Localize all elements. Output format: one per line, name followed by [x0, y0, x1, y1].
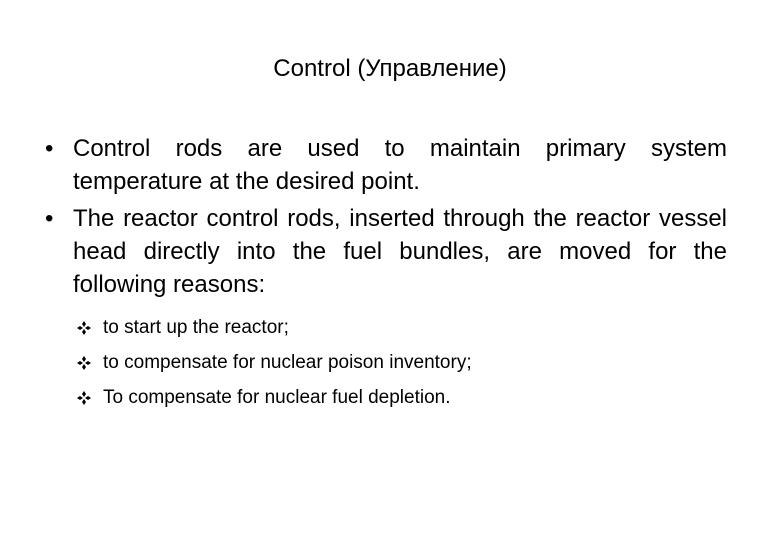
bullet-text: The reactor control rods, inserted through the reactor vessel head directly into the fuel bundles, are moved for the following reasons: — [73, 205, 727, 298]
bullet-item — [45, 132, 727, 198]
sub-bullet-list — [77, 310, 737, 415]
sub-bullet-item — [77, 380, 737, 415]
sub-bullet-item — [77, 310, 737, 345]
bullet-dot-icon: • — [45, 205, 54, 232]
bullet-text: Control rods are used to maintain primary system temperature at the desired point. — [73, 135, 727, 195]
sub-bullet-text: To compensate for nuclear fuel depletion. — [103, 387, 451, 408]
sub-bullet-text: to start up the reactor; — [103, 317, 289, 338]
bullet-list — [45, 132, 727, 305]
sub-bullet-text: to compensate for nuclear poison inventory; — [103, 352, 472, 373]
sub-bullet-item — [77, 345, 737, 380]
slide-title: Control (Управление) — [273, 55, 507, 82]
bullet-dot-icon: • — [45, 135, 54, 162]
diamond-bullet-icon — [77, 356, 91, 370]
diamond-bullet-icon — [77, 391, 91, 405]
bullet-item — [45, 202, 727, 301]
diamond-bullet-icon — [77, 321, 91, 335]
